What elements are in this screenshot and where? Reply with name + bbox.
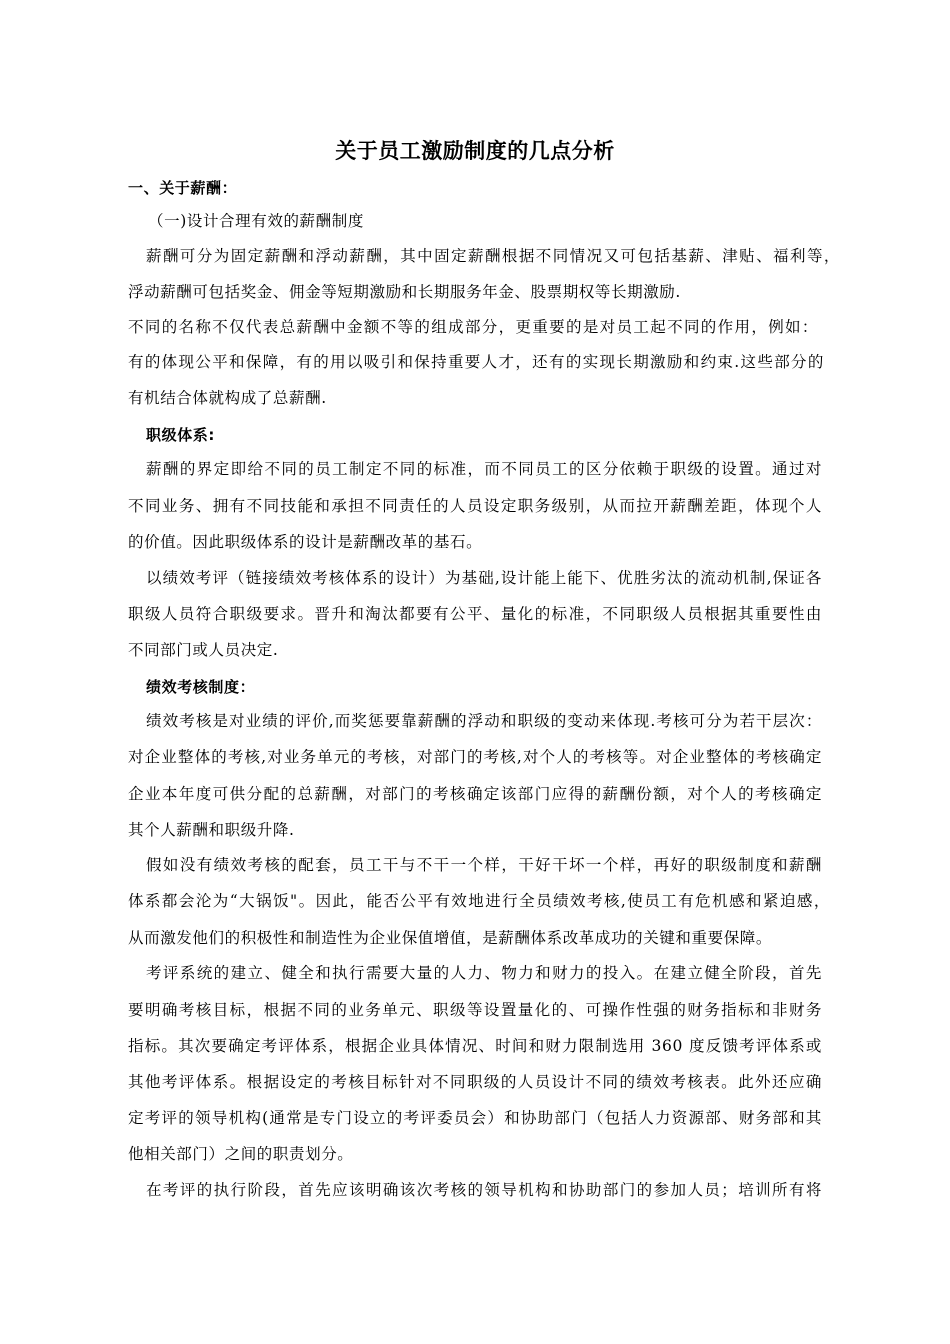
paragraph-line: 考评系统的建立、健全和执行需要大量的人力、物力和财力的投入。在建立健全阶段，首先: [146, 964, 822, 982]
paragraph-line: 其个人薪酬和职级升降.: [128, 821, 295, 839]
section-heading-salary: 一、关于薪酬：: [128, 179, 238, 197]
paragraph-line: 职级人员符合职级要求。晋升和淘汰都要有公平、量化的标准，不同职级人员根据其重要性由: [128, 605, 822, 623]
heading-rank-system: 职级体系:: [146, 426, 215, 444]
paragraph-line: 浮动薪酬可包括奖金、佣金等短期激励和长期服务年金、股票期权等长期激励.: [128, 283, 681, 301]
subsection-heading: （一)设计合理有效的薪酬制度: [148, 212, 364, 230]
paragraph-line: 要明确考核目标，根据不同的业务单元、职级等设置量化的、可操作性强的财务指标和非财务: [128, 1001, 822, 1019]
paragraph-line: 绩效考核是对业绩的评价,而奖惩要靠薪酬的浮动和职级的变动来体现.考核可分为若干层次：: [146, 712, 822, 730]
paragraph-line: 的价值。因此职级体系的设计是薪酬改革的基石。: [128, 533, 483, 551]
paragraph-line: 不同的名称不仅代表总薪酬中金额不等的组成部分，更重要的是对员工起不同的作用，例如：: [128, 318, 818, 336]
paragraph-line: 有的体现公平和保障，有的用以吸引和保持重要人才，还有的实现长期激励和约束.这些部分的: [128, 353, 824, 371]
paragraph-line: 不同部门或人员决定.: [128, 641, 279, 659]
paragraph-line: 体系都会沦为“大锅饭"。因此，能否公平有效地进行全员绩效考核,使员工有危机感和紧迫感，: [128, 892, 830, 910]
paragraph-line: 假如没有绩效考核的配套，员工干与不干一个样，干好干坏一个样，再好的职级制度和薪酬: [146, 856, 822, 874]
paragraph-line: 有机结合体就构成了总薪酬.: [128, 389, 327, 407]
document-title: 关于员工激励制度的几点分析: [335, 139, 615, 163]
paragraph-line: 不同业务、拥有不同技能和承担不同责任的人员设定职务级别，从而拉开薪酬差距，体现个人: [128, 497, 822, 515]
paragraph-line: 其他考评体系。根据设定的考核目标针对不同职级的人员设计不同的绩效考核表。此外还应确: [128, 1073, 822, 1091]
paragraph-line: 以绩效考评（链接绩效考核体系的设计）为基础,设计能上能下、优胜劣汰的流动机制,保证各: [146, 569, 822, 587]
heading-performance-system: 绩效考核制度：: [146, 678, 256, 696]
paragraph-line: 在考评的执行阶段，首先应该明确该次考核的领导机构和协助部门的参加人员；培训所有将: [146, 1181, 822, 1199]
paragraph-line: 企业本年度可供分配的总薪酬，对部门的考核确定该部门应得的薪酬份额，对个人的考核确定: [128, 785, 822, 803]
paragraph-line: 指标。其次要确定考评体系，根据企业具体情况、时间和财力限制选用 360 度反馈考评体系或: [128, 1037, 822, 1055]
paragraph-line: 对企业整体的考核,对业务单元的考核，对部门的考核,对个人的考核等。对企业整体的考核确定: [128, 748, 822, 766]
paragraph-line: 从而激发他们的积极性和制造性为企业保值增值，是薪酬体系改革成功的关键和重要保障。: [128, 929, 773, 947]
paragraph-line: 薪酬的界定即给不同的员工制定不同的标准，而不同员工的区分依赖于职级的设置。通过对: [146, 460, 822, 478]
paragraph-line: 定考评的领导机构(通常是专门设立的考评委员会）和协助部门（包括人力资源部、财务部和其: [128, 1109, 822, 1127]
paragraph-line: 他相关部门）之间的职责划分。: [128, 1145, 354, 1163]
paragraph-line: 薪酬可分为固定薪酬和浮动薪酬，其中固定薪酬根据不同情况又可包括基薪、津贴、福利等，: [146, 247, 840, 265]
